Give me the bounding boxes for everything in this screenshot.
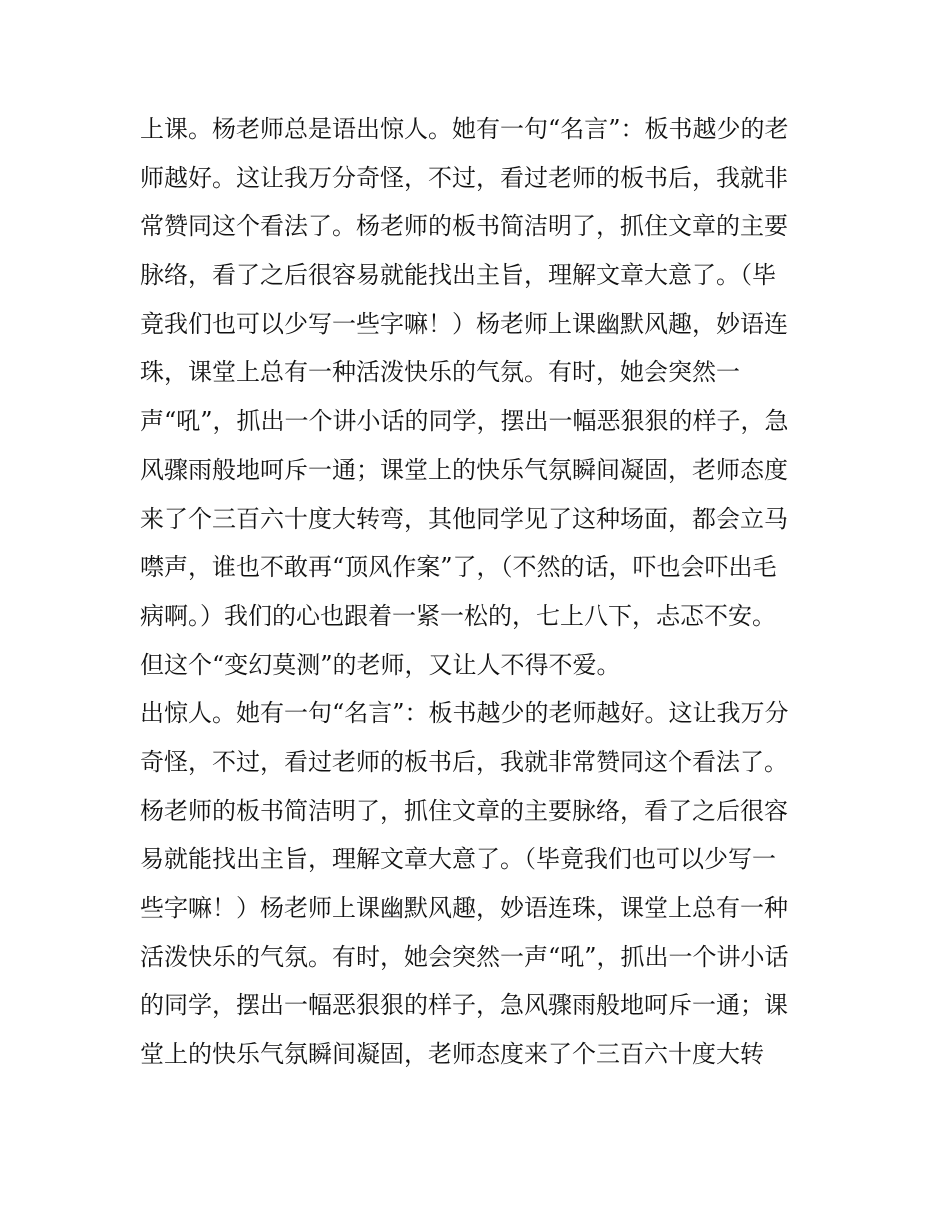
body-text [140,105,830,1079]
text-line: 风骤雨般地呵斥一通；课堂上的快乐气氛瞬间凝固，老师态度 [140,455,788,484]
text-line: 常赞同这个看法了。杨老师的板书简洁明了，抓住文章的主要 [140,212,788,241]
text-line: 但这个“变幻莫测”的老师，又让人不得不爱。 [140,650,621,679]
text-line: 易就能找出主旨，理解文章大意了。（毕竟我们也可以少写一 [140,845,776,874]
text-line: 的同学，摆出一幅恶狠狠的样子，急风骤雨般地呵斥一通；课 [140,991,788,1020]
text-line: 出惊人。她有一句“名言”：板书越少的老师越好。这让我万分 [140,699,789,728]
text-line: 堂上的快乐气氛瞬间凝固，老师态度来了个三百六十度大转 [140,1040,764,1069]
text-line: 上课。杨老师总是语出惊人。她有一句“名言”：板书越少的老 [140,115,789,143]
text-line: 噤声，谁也不敢再“顶风作案”了，（不然的话，吓也会吓出毛 [140,553,777,582]
text-line: 来了个三百六十度大转弯，其他同学见了这种场面，都会立马 [140,504,788,533]
text-line: 珠，课堂上总有一种活泼快乐的气氛。有时，她会突然一 [140,358,740,387]
text-line: 活泼快乐的气氛。有时，她会突然一声“吼”，抓出一个讲小话 [140,942,789,971]
text-line: 声“吼”，抓出一个讲小话的同学，摆出一幅恶狠狠的样子，急 [140,407,789,436]
text-line: 脉络，看了之后很容易就能找出主旨，理解文章大意了。（毕 [140,261,776,290]
text-line: 奇怪，不过，看过老师的板书后，我就非常赞同这个看法了。 [140,747,788,776]
text-line: 病啊。）我们的心也跟着一紧一松的，七上八下，忐忑不安。 [140,601,776,630]
text-line: 师越好。这让我万分奇怪，不过，看过老师的板书后，我就非 [140,163,788,192]
text-line: 些字嘛！）杨老师上课幽默风趣，妙语连珠，课堂上总有一种 [140,894,788,922]
text-line: 竟我们也可以少写一些字嘛！）杨老师上课幽默风趣，妙语连 [140,309,788,338]
text-line: 杨老师的板书简洁明了，抓住文章的主要脉络，看了之后很容 [140,796,788,825]
